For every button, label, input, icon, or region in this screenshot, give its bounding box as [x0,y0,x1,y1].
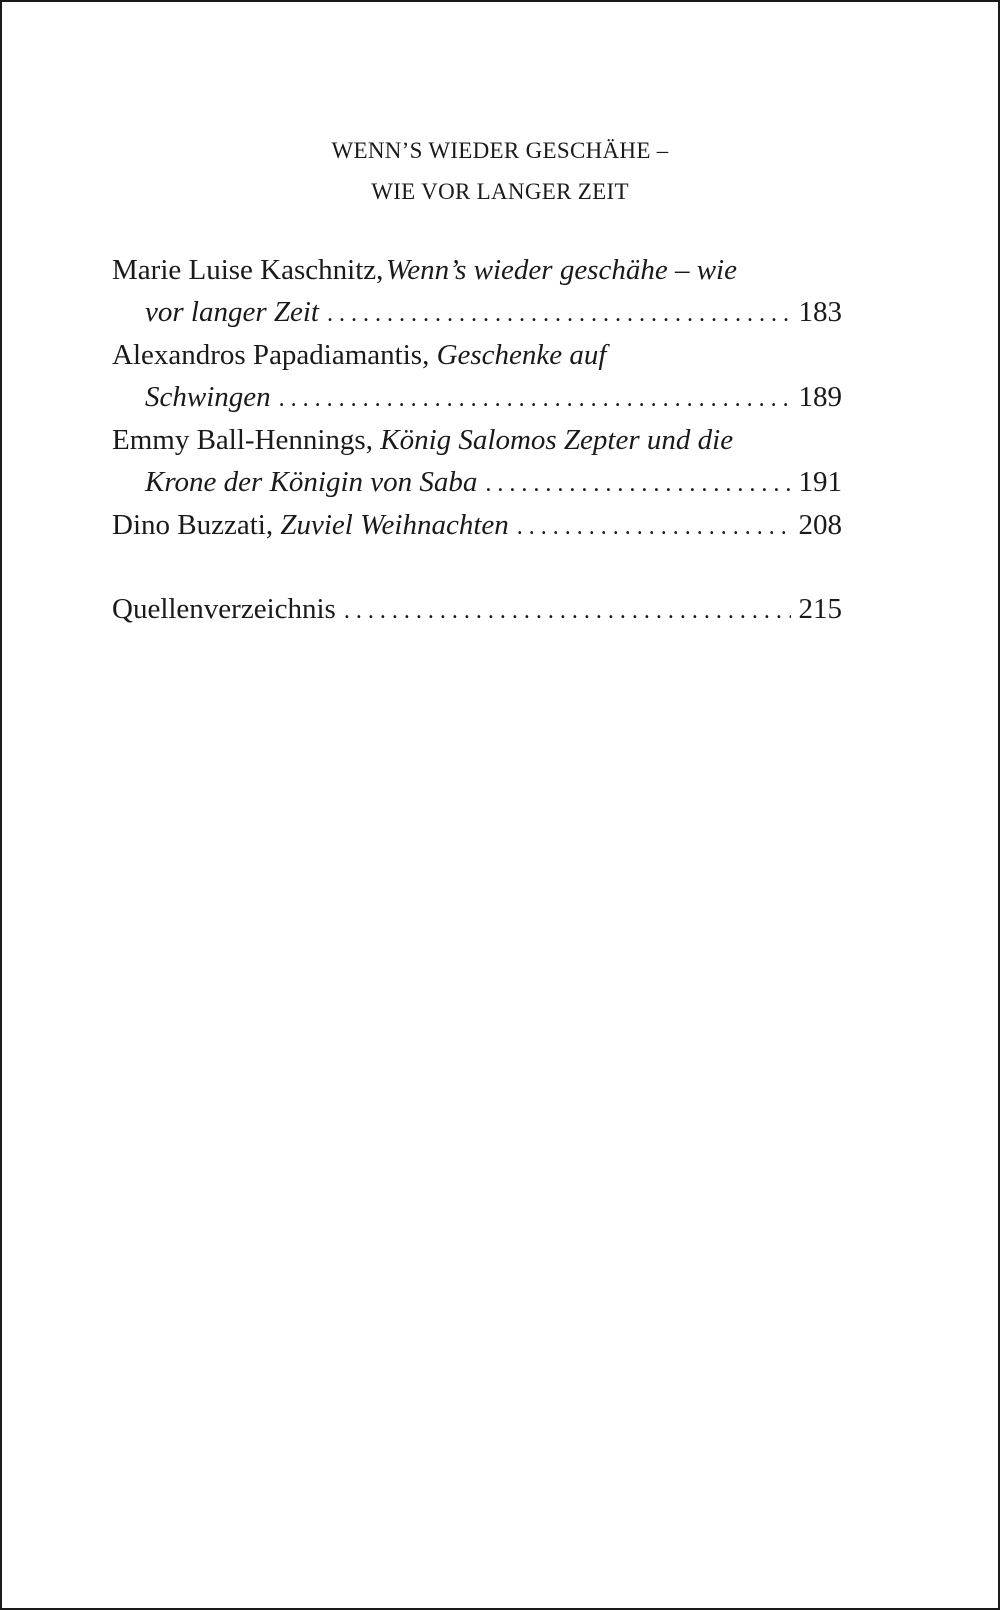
toc-entry-ball-hennings [112,420,842,505]
section-heading-line-1: WENN’S WIEDER GESCHÄHE – [331,138,669,163]
dot-leader [344,589,791,633]
dot-leader [485,462,790,506]
toc-entry-label: Quellenverzeichnis [112,592,336,625]
toc-entry-page-number: 183 [798,295,842,328]
toc-entry-author: Dino Buzzati, [112,509,274,541]
toc-entry-page-number: 208 [798,509,842,541]
toc-entry-page-number: 215 [798,592,842,625]
toc-entry-author: Alexandros Papadiamantis, [112,339,430,371]
dot-leader [279,377,791,421]
toc-entry-title: Geschenke auf [436,339,607,371]
table-of-contents [112,250,842,632]
section-heading-line-2: WIE VOR LANGER ZEIT [371,179,629,204]
dot-leader [327,292,791,336]
toc-entry-title-continued: Schwingen [145,380,271,413]
dot-leader [517,505,791,549]
toc-entry-title: König Salomos Zepter und die [380,424,734,456]
section-heading [2,130,998,212]
toc-entry-title: Zuviel Weihnachten [280,509,509,541]
toc-entry-title-continued: vor langer Zeit [145,295,319,328]
toc-entry-kaschnitz [112,250,842,335]
toc-entry-sources [112,589,842,633]
toc-entry-page-number: 191 [798,465,842,498]
toc-entry-papadiamantis [112,335,842,420]
toc-entry-author: Emmy Ball-Hennings, [112,424,373,456]
toc-entry-author: Marie Luise Kaschnitz, [112,254,384,286]
toc-entry-buzzati [112,505,842,549]
toc-entry-page-number: 189 [798,380,842,413]
toc-entry-title: Wenn’s wieder geschähe – wie [385,254,737,286]
toc-entry-title-continued: Krone der Königin von Saba [145,465,478,498]
